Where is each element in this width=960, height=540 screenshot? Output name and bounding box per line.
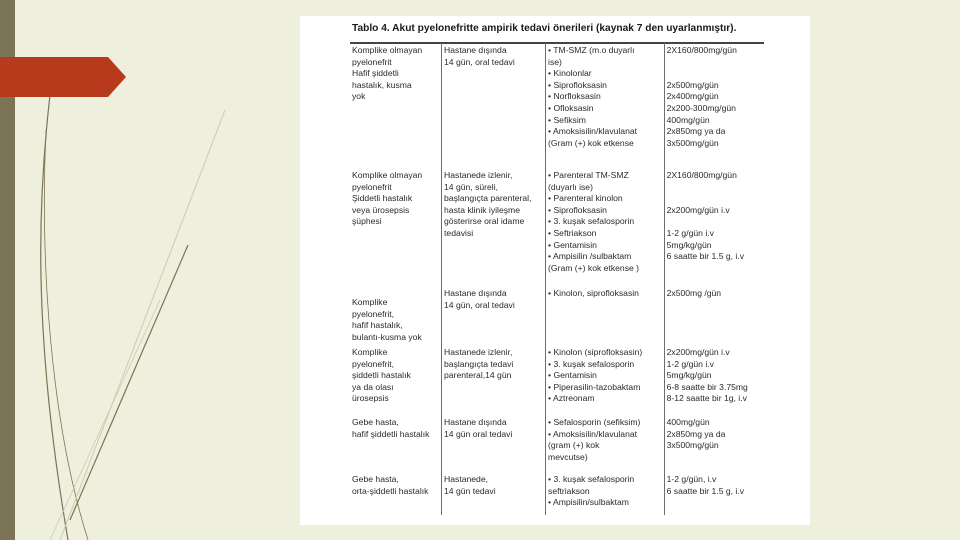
condition-cell: Gebe hasta, hafif şiddetli hastalık (352, 417, 430, 439)
setting-cell: Hastane dışında 14 gün, oral tedavi (442, 287, 546, 346)
table-row (350, 416, 764, 473)
drugs-cell: • Sefalosporin (sefiksim) • Amoksisilin/klavulanat (gram (+) kok mevcutse) (546, 416, 665, 473)
setting-cell: Hastanede izlenir, 14 gün, süreli, başlangıçta parenteral, hasta klinik iyileşme gösterirse oral idame tedavisi (442, 169, 546, 287)
condition-cell: Komplike olmayan pyelonefrit Şiddetli hastalık veya ürosepsis şüphesi (352, 170, 423, 227)
treatment-table (350, 43, 764, 515)
deco-line-3 (70, 245, 188, 520)
drugs-cell: • Parenteral TM-SMZ (duyarlı ise) • Parenteral kinolon • Siprofloksasin • 3. kuşak sefalosporin • Seftriakson • Gentamisin • Ampisilin /sulbaktam (Gram (+) kok etkense ) (546, 169, 665, 287)
condition-cell: Gebe hasta, orta-şiddetli hastalık (352, 474, 429, 496)
deco-line-5 (50, 300, 160, 540)
setting-cell: Hastanede, 14 gün tedavi (442, 473, 546, 515)
setting-cell: Hastane dışında 14 gün, oral tedavi (442, 43, 546, 169)
table-row (350, 169, 764, 287)
setting-cell: Hastane dışında 14 gün oral tedavi (442, 416, 546, 473)
drugs-cell: • TM-SMZ (m.o duyarlı ise) • Kinolonlar • Siprofloksasin • Norfloksasin • Ofloksasin • Sefiksim • Amoksisilin/klavulanat (Gram (+) kok etkense (546, 43, 665, 169)
deco-curve-2 (44, 130, 88, 540)
condition-cell: Komplike pyelonefrit, hafif hastalık, bulantı-kusma yok (352, 297, 422, 342)
dose-cell: 2X160/800mg/gün 2x500mg/gün 2x400mg/gün 2x200-300mg/gün 400mg/gün 2x850mg ya da 3x500mg/gün (664, 43, 764, 169)
accent-arrow-tab (0, 57, 126, 97)
table-row (350, 473, 764, 515)
drugs-cell: • Kinolon (siprofloksasin) • 3. kuşak sefalosporin • Gentamisin • Piperasilin-tazobaktam • Aztreonam (546, 346, 665, 416)
dose-cell: 2x500mg /gün (664, 287, 764, 346)
table-row (350, 43, 764, 169)
table-row (350, 287, 764, 346)
drugs-cell: • Kinolon, siprofloksasin (546, 287, 665, 346)
drugs-cell: • 3. kuşak sefalosporin seftriakson • Ampisilin/sulbaktam (546, 473, 665, 515)
document-page (300, 16, 810, 525)
dose-cell: 2X160/800mg/gün 2x200mg/gün i.v 1-2 g/gün i.v 5mg/kg/gün 6 saatte bir 1.5 g, i.v (664, 169, 764, 287)
condition-cell: Komplike pyelonefrit, şiddetli hastalık ya da olası ürosepsis (352, 347, 411, 404)
dose-cell: 1-2 g/gün, i.v 6 saatte bir 1.5 g, i.v (664, 473, 764, 515)
condition-cell: Komplike olmayan pyelonefrit Hafif şiddetli hastalık, kusma yok (352, 45, 423, 102)
setting-cell: Hastanede izlenir, başlangıçta tedavi parenteral,14 gün (442, 346, 546, 416)
table-row (350, 346, 764, 416)
table-title: Tablo 4. Akut pyelonefritte ampirik tedavi önerileri (kaynak 7 den uyarlanmıştır). (352, 23, 737, 34)
dose-cell: 2x200mg/gün i.v 1-2 g/gün i.v 5mg/kg/gün 6-8 saatte bir 3.75mg 8-12 saatte bir 1g, i.v (664, 346, 764, 416)
dose-cell: 400mg/gün 2x850mg ya da 3x500mg/gün (664, 416, 764, 473)
deco-line-4 (60, 110, 225, 540)
